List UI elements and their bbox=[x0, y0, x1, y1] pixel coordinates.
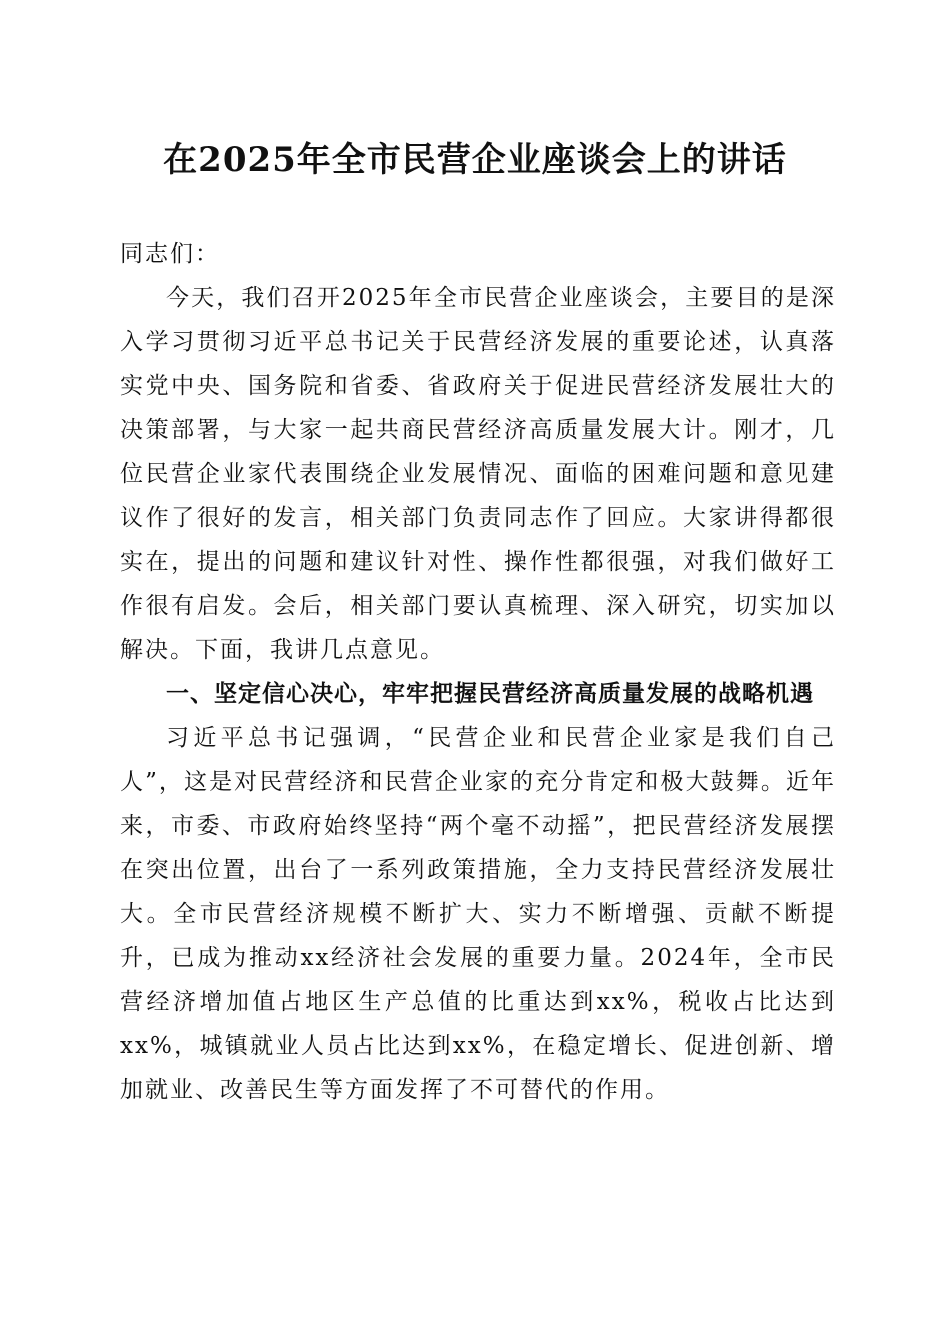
salutation: 同志们： bbox=[120, 241, 220, 267]
section-heading: 一、坚定信心决心，牢牢把握民营经济高质量发展的战略机遇 bbox=[166, 681, 814, 707]
document-body bbox=[120, 232, 836, 1112]
document-title: 在2025年全市民营企业座谈会上的讲话 bbox=[163, 140, 787, 180]
section-paragraph: 习近平总书记强调，“民营企业和民营企业家是我们自己人”，这是对民营经济和民营企业家的充分肯定和极大鼓舞。近年来，市委、市政府始终坚持“两个毫不动摇”，把民营经济发展摆在突出位置，出台了一系列政策措施，全力支持民营经济发展壮大。全市民营经济规模不断扩大、实力不断增强、贡献不断提升，已成为推动xx经济社会发展的重要力量。2024年，全市民营经济增加值占地区生产总值的比重达到xx%，税收占比达到xx%，城镇就业人员占比达到xx%，在稳定增长、促进创新、增加就业、改善民生等方面发挥了不可替代的作用。 bbox=[120, 725, 836, 1103]
opening-paragraph: 今天，我们召开2025年全市民营企业座谈会，主要目的是深入学习贯彻习近平总书记关于民营经济发展的重要论述，认真落实党中央、国务院和省委、省政府关于促进民营经济发展壮大的决策部署，与大家一起共商民营经济高质量发展大计。刚才，几位民营企业家代表围绕企业发展情况、面临的困难问题和意见建议作了很好的发言，相关部门负责同志作了回应。大家讲得都很实在，提出的问题和建议针对性、操作性都很强，对我们做好工作很有启发。会后，相关部门要认真梳理、深入研究，切实加以解决。下面，我讲几点意见。 bbox=[120, 285, 836, 663]
